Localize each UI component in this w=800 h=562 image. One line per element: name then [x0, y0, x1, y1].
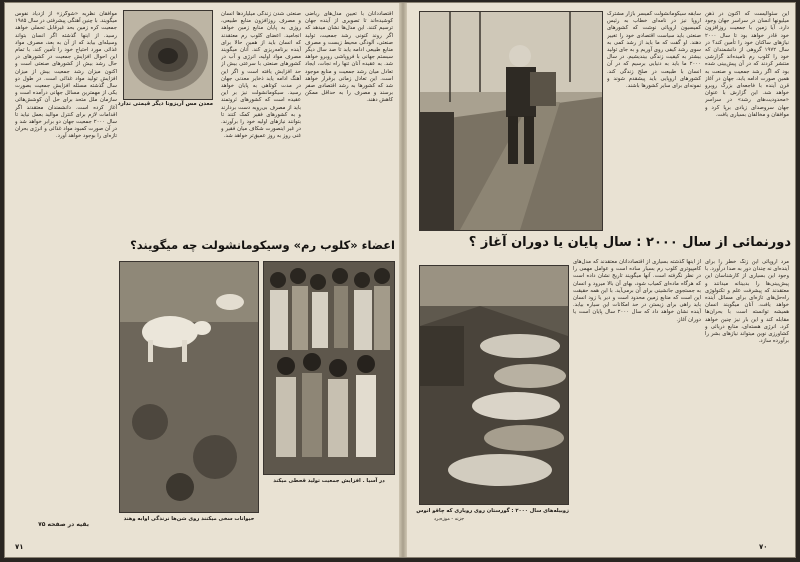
right-column-1: این سئوالیست که اکنون در ذهن میلیونها انسان در سراسر جهان وجود دارد. آیا زمین با جمعیت روزافزون خود قادر خواهد بود تا سال ۲۰۰۰ نیازهای ساکنان خود را تأمین کند؟ در سال ۱۹۷۲ گروهی از دانشمندان که خود را کلوب رم نامیده‌اند گزارشی منتشر کردند که در آن پیش‌بینی شده بود که اگر رشد جمعیت و صنعت به همین صورت ادامه یابد، جهان در آغاز قرن آینده با فاجعه‌ای بزرگ روبرو خواهد شد. این گزارش با عنوان «محدودیت‌های رشد» در سراسر جهان سروصدای زیادی برپا کرد و موافقان و مخالفان بسیاری یافت.	[705, 11, 789, 118]
man-pier-illustration	[420, 12, 602, 230]
right-column-4: از اینها گذشته بسیاری از اقتصاددانان معتقدند که مدل‌های کامپیوتری کلوب رم بسیار ساده است و عوامل مهمی را در نظر نگرفته است. آنها میگویند تاریخ نشان داده است که هرگاه ماده‌ای کمیاب شود، بهای آن بالا میرود و انسان به جستجوی جانشینی برای آن برمی‌آید. با این همه حقیقت این است که منابع زمین محدود است و دیر یا زود انسان باید راهی برای زیستن در حد امکانات این سیاره بیابد. آینده نشان خواهد داد که سال ۲۰۰۰ سال پایان است یا دوران آغاز.	[573, 259, 701, 323]
photo-copper-mine-caption: معدن مس آریزونا دیگر قیمتی ندارد	[117, 101, 213, 107]
left-continued-note: بقیه در صفحه ۷۵	[38, 521, 89, 528]
children-illustration	[264, 262, 394, 474]
photo-car-junkyard	[419, 265, 569, 505]
left-headline: اعضاء «کلوب رم» وسیکومانشولت چه میگویند؟	[130, 238, 395, 252]
left-page	[5, 3, 399, 557]
left-column-2b	[123, 111, 219, 233]
photo-copper-mine	[123, 10, 213, 100]
cow-illustration	[120, 262, 258, 512]
photo-car-junkyard-credit: جزنه - موزه‌برد	[433, 517, 465, 522]
photo-car-junkyard-caption: زوبیله‌های سال ۲۰۰۰ : گورستان روی رویاری که چاقو انوس	[416, 508, 569, 514]
photo-cow-caption: حیوانات سخی میکنند روی شن‌ها نرندگی اوابه وهند	[123, 516, 255, 522]
mine-illustration	[124, 11, 212, 99]
right-column-2: سابقه سیکومانشولت کمیسر بازار مشترک اروپا نیز در نامه‌ای خطاب به رئیس کمیسیون اروپائی نوشت که کشورهای صنعتی باید سیاست اقتصادی خود را تغییر دهند. او گفت که ما باید از رشد کمی به سوی رشد کیفی روی آوریم و به جای تولید بیشتر به کیفیت زندگی بیندیشیم. در سال ۲۰۰۰ ما باید به دنیایی برسیم که در آن انسان با طبیعت در صلح زندگی کند. کشورهای اروپایی باید پیشقدم شوند و نمونه‌ای برای سایر کشورها باشند.	[607, 11, 701, 90]
left-column-2: صنعتی شدن زندگی میلیاردها انسان و مصرف روزافزون منابع طبیعی، روزی به پایان منابع زمین خواهد انجامید. اعضای کلوب رم معتقدند که انسان باید از همین حالا برای آینده برنامه‌ریزی کند. آنان میگویند مصرف مواد اولیه، انرژی و آب در کشورهای صنعتی با سرعتی بیش از حد افزایش یافته است و اگر این آهنگ ادامه یابد ذخایر معدنی جهان در مدت کوتاهی به پایان خواهد رسید. سیکومانشولت نیز بر این عقیده است که کشورهای ثروتمند باید از مصرف بی‌رویه دست بردارند و به کشورهای فقیر کمک کنند تا بتوانند نیازهای اولیه خود را برآورند. در غیر اینصورت شکاف میان فقیر و غنی روز به روز عمیق‌تر خواهد شد.	[221, 11, 301, 140]
right-folio: ۷۰	[759, 543, 768, 551]
junkyard-illustration	[420, 266, 568, 504]
left-column-1: موافقان نظریه «شوگرز» از ازدیاد نفوس میگویند. با چنین آهنگی پیشرفتی در سال ۱۹۸۵ جمعیت کره زمین بحد غیرقابل تحملی خواهد رسید. از اینها گذشته اگر انسان بتواند وسیله‌ای بیابد که از آن به بعد، مصرف مواد غذائی مورد احتیاج خود را تأمین کند. با تمام این احوال افزایش جمعیت در کشورهای در حال رشد بیش از کشورهای صنعتی است و اکنون میزان رشد جمعیت بیش از میزان افزایش تولید مواد غذائی است. در طول دو سال گذشته مسئله افزایش جمعیت بصورت یکی از مهمترین مسائل جهانی درآمده است و سازمان ملل متحد برای حل آن کوشش‌هائی آغاز کرده است. دانشمندان معتقدند اگر اقدامات لازم برای کنترل موالید بعمل نیاید تا سال ۲۰۰۰ جمعیت جهان دو برابر خواهد شد و در آن صورت کمبود مواد غذائی و انرژی بحران تازه‌ای را بوجود خواهد آورد.	[15, 11, 117, 140]
spine-gutter	[399, 3, 407, 557]
photo-man-on-pier	[419, 11, 603, 231]
photo-children-caption: در آسیا . افزایش جمعیت تولید قحطی میکند	[273, 478, 385, 484]
left-column-3: اقتصاددانان با تعیین مدل‌های ریاضی کوشیده‌اند تا تصویری از آینده جهان ترسیم کنند. این مدل‌ها نشان میدهد که اگر روند کنونی رشد جمعیت، تولید صنعتی، آلودگی محیط زیست و مصرف منابع طبیعی ادامه یابد تا صد سال دیگر سیستم جهانی با فروپاشی روبرو خواهد شد. به عقیده آنان تنها راه نجات، ایجاد تعادل میان رشد جمعیت و منابع موجود است. این تعادل زمانی برقرار خواهد شد که کشورها به رشد اقتصادی صفر برسند و مصرف را به حداقل ممکن کاهش دهند.	[305, 11, 393, 104]
right-headline: دورنمائی از سال ۲۰۰۰ : سال پایان یا دوران آغاز ؟	[468, 235, 791, 250]
left-folio: ۷۱	[15, 543, 24, 551]
photo-cow	[119, 261, 259, 513]
right-page	[407, 3, 797, 557]
photo-children	[263, 261, 395, 475]
right-column-3: مرد اروپائی این زنگ خطر را برای آینده‌ای نه چندان دور به صدا درآورد. با وجود این بسیاری از کارشناسان این پیش‌بینی‌ها را بدبینانه میدانند و معتقدند که پیشرفت علم و تکنولوژی راه‌حل‌های تازه‌ای برای مسائل آینده خواهد یافت. آنان میگویند انسان همیشه توانسته است با بحران‌ها مقابله کند و این بار نیز چنین خواهد کرد. انرژی هسته‌ای، منابع دریائی و کشاورزی نوین میتواند نیازهای بشر را برآورده سازد.	[705, 259, 789, 345]
magazine-spread	[4, 2, 796, 558]
